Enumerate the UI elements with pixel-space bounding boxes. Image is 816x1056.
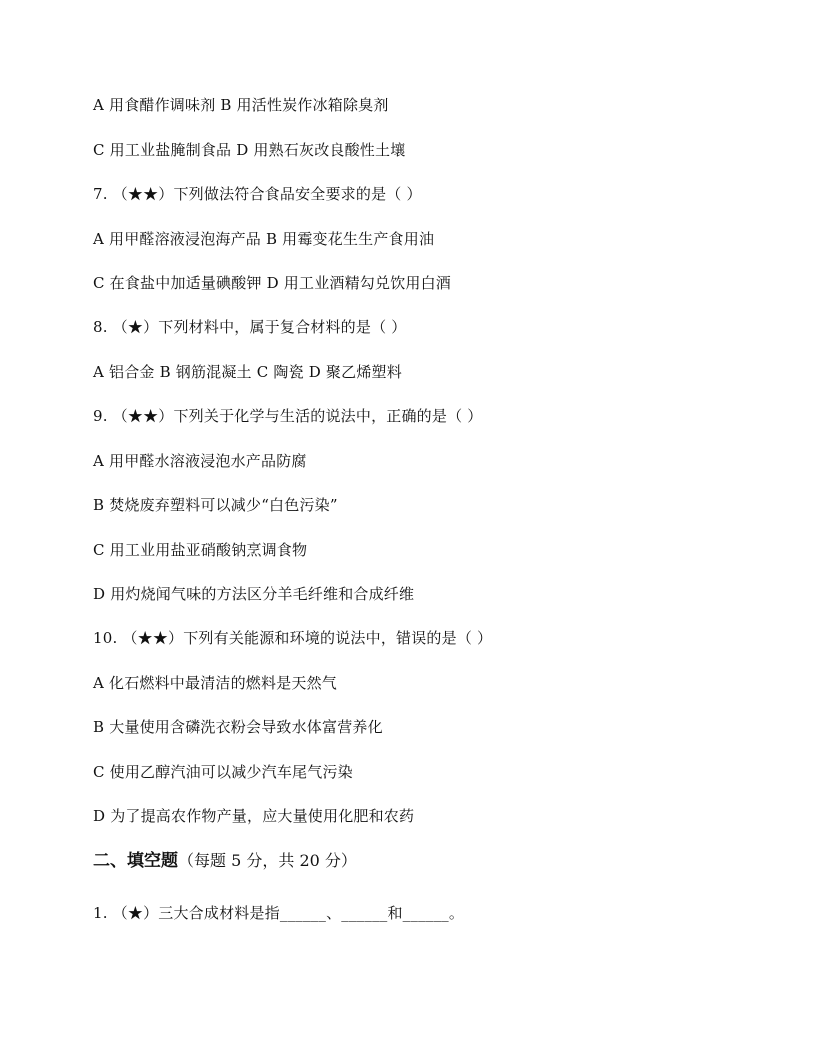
- option-10b: B 大量使用含磷洗衣粉会导致水体富营养化: [93, 718, 383, 736]
- option-10d: D 为了提高农作物产量，应大量使用化肥和农药: [93, 807, 415, 825]
- option-line-7cd: C 在食盐中加适量碘酸钾 D 用工业酒精勾兑饮用白酒: [93, 274, 452, 292]
- question-7: 7. （★★）下列做法符合食品安全要求的是（ ）: [93, 185, 422, 203]
- option-10a: A 化石燃料中最清洁的燃料是天然气: [93, 674, 338, 692]
- question-10: 10. （★★）下列有关能源和环境的说法中，错误的是（ ）: [93, 629, 493, 647]
- option-9b: B 焚烧废弃塑料可以减少“白色污染”: [93, 496, 338, 514]
- option-line-6cd: C 用工业盐腌制食品 D 用熟石灰改良酸性土壤: [93, 141, 406, 159]
- fill-question-1: 1. （★）三大合成材料是指______、______和______。: [93, 904, 465, 922]
- section-note: （每题 5 分，共 20 分）: [178, 851, 357, 870]
- option-line-7ab: A 用甲醛溶液浸泡海产品 B 用霉变花生生产食用油: [93, 230, 435, 248]
- option-9a: A 用甲醛水溶液浸泡水产品防腐: [93, 452, 307, 470]
- question-9: 9. （★★）下列关于化学与生活的说法中，正确的是（ ）: [93, 407, 483, 425]
- question-8: 8. （★）下列材料中，属于复合材料的是（ ）: [93, 318, 407, 336]
- option-10c: C 使用乙醇汽油可以减少汽车尾气污染: [93, 763, 353, 781]
- option-9c: C 用工业用盐亚硝酸钠烹调食物: [93, 541, 308, 559]
- option-line-6ab: A 用食醋作调味剂 B 用活性炭作冰箱除臭剂: [93, 96, 389, 114]
- option-line-8: A 铝合金 B 钢筋混凝土 C 陶瓷 D 聚乙烯塑料: [93, 363, 402, 381]
- section-title: 二、填空题: [93, 851, 178, 871]
- option-9d: D 用灼烧闻气味的方法区分羊毛纤维和合成纤维: [93, 585, 415, 603]
- section-heading: [93, 850, 357, 872]
